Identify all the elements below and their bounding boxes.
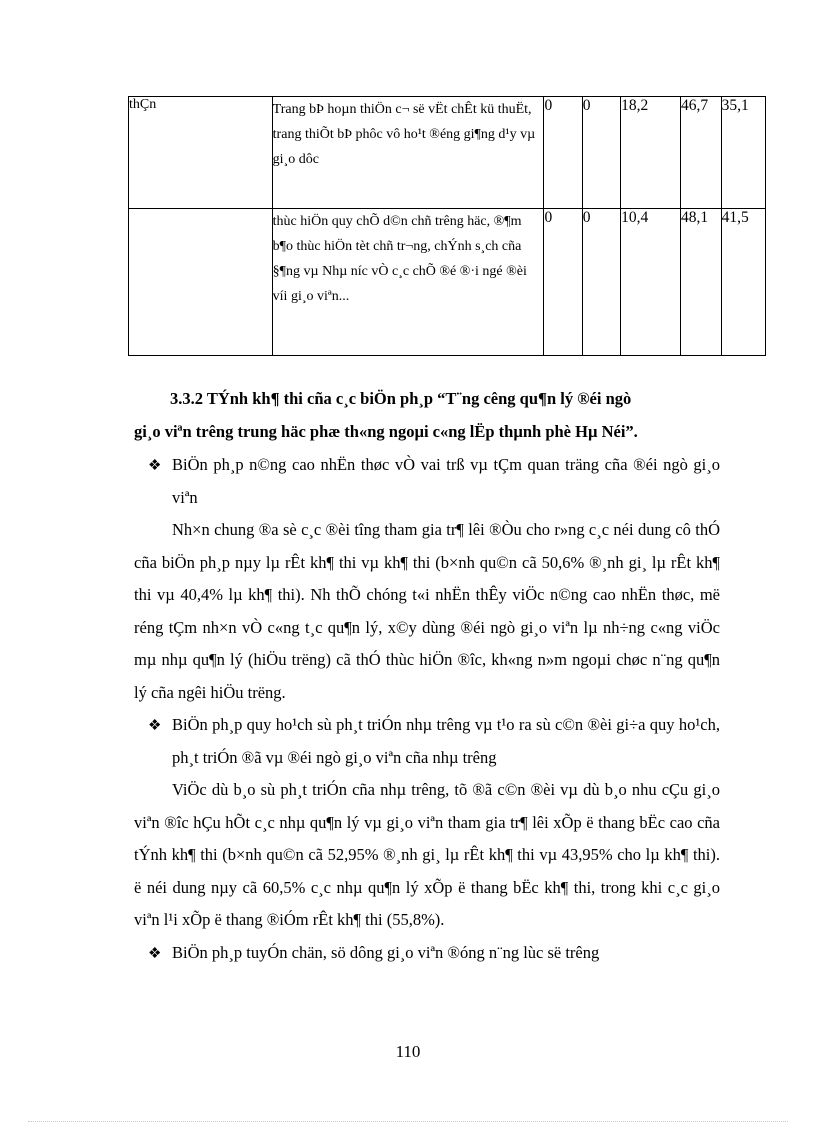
table-row	[129, 97, 766, 209]
value-cell: 35,1	[721, 97, 765, 209]
bullet-diamond-icon: ❖	[148, 945, 162, 962]
bullet-text: BiÖn ph¸p n©ng cao nhËn thøc vÒ vai trß vµ tÇm quan träng cña ®éi ngò gi¸o viªn	[172, 455, 720, 507]
page-number: 110	[395, 1042, 421, 1061]
paragraph: Nh×n chung ®a sè c¸c ®èi tîng tham gia tr¶ lêi ®Òu cho r»ng c¸c néi dung cô thÓ cña biÖn ph¸p nµy lµ rÊt kh¶ thi vµ kh¶ thi (b×nh qu©n cã 50,6% ®¸nh gi¸ lµ rÊt kh¶ thi vµ 40,4% lµ kh¶ thi). Nh thÕ chóng t«i nhËn thÊy viÖc n©ng cao nhËn thøc, më réng tÇm nh×n vÒ c«ng t¸c qu¶n lý, x©y dùng ®éi ngò gi¸o viªn lµ nh÷ng c«ng viÖc mµ nhµ qu¶n lý (hiÖu trëng) cã thÓ thùc hiÖn ®îc, kh«ng n»m ngoµi chøc n¨ng qu¶n lý cña ngêi hiÖu trëng.	[134, 520, 720, 702]
page-bottom-divider	[28, 1121, 788, 1122]
description-cell: thùc hiÖn quy chÕ d©n chñ trêng häc, ®¶m b¶o thùc hiÖn tèt chñ tr¬ng, chÝnh s¸ch cña §¶ng vµ Nhµ níc vÒ c¸c chÕ ®é ®·i ngé ®èi víi gi¸o viªn...	[272, 209, 544, 356]
value-cell: 0	[544, 97, 582, 209]
group-cell	[129, 209, 273, 356]
bullet-item	[134, 937, 720, 971]
value-cell: 10,4	[621, 209, 681, 356]
value-cell: 18,2	[621, 97, 681, 209]
bullet-item	[134, 449, 720, 514]
bullet-text: BiÖn ph¸p quy ho¹ch sù ph¸t triÓn nhµ trêng vµ t¹o ra sù c©n ®èi gi÷a quy ho¹ch, ph¸t triÓn ®ã vµ ®éi ngò gi¸o viªn cña nhµ trêng	[172, 715, 720, 767]
value-cell: 0	[582, 209, 620, 356]
value-cell: 0	[582, 97, 620, 209]
survey-table	[128, 96, 766, 356]
value-cell: 48,1	[680, 209, 721, 356]
group-cell: thÇn	[129, 97, 273, 209]
body-text	[134, 449, 720, 970]
bullet-diamond-icon: ❖	[148, 458, 162, 474]
heading-line-1: 3.3.2 TÝnh kh¶ thi cña c¸c biÖn ph¸p “T¨ng cêng qu¶n lý ®éi ngò	[170, 389, 632, 408]
section-heading	[134, 382, 720, 448]
value-cell: 41,5	[721, 209, 765, 356]
bullet-diamond-icon: ❖	[148, 718, 162, 734]
heading-line-2: gi¸o viªn trêng trung häc phæ th«ng ngoµi c«ng lËp thµnh phè Hµ Néi”.	[134, 422, 638, 441]
description-cell: Trang bÞ hoµn thiÖn c¬ së vËt chÊt kü thuËt, trang thiÕt bÞ phôc vô ho¹t ®éng gi¶ng d¹y vµ gi¸o dôc	[272, 97, 544, 209]
bullet-item	[134, 709, 720, 774]
bullet-text: BiÖn ph¸p tuyÓn chän, sö dông gi¸o viªn ®óng n¨ng lùc së trêng	[172, 942, 600, 962]
table-row	[129, 209, 766, 356]
value-cell: 46,7	[680, 97, 721, 209]
paragraph: ViÖc dù b¸o sù ph¸t triÓn cña nhµ trêng, tõ ®ã c©n ®èi vµ dù b¸o nhu cÇu gi¸o viªn ®îc hÇu hÕt c¸c nhµ qu¶n lý vµ gi¸o viªn tham gia tr¶ lêi xÕp ë thang bËc cao cña tÝnh kh¶ thi (b×nh qu©n cã 52,95% ®¸nh gi¸ lµ rÊt kh¶ thi vµ 43,95% cho lµ kh¶ thi). ë néi dung nµy cã 60,5% c¸c nhµ qu¶n lý xÕp ë thang bËc kh¶ thi, trong khi c¸c gi¸o viªn l¹i xÕp ë thang ®iÓm rÊt kh¶ thi (55,8%).	[134, 780, 720, 929]
value-cell: 0	[544, 209, 582, 356]
